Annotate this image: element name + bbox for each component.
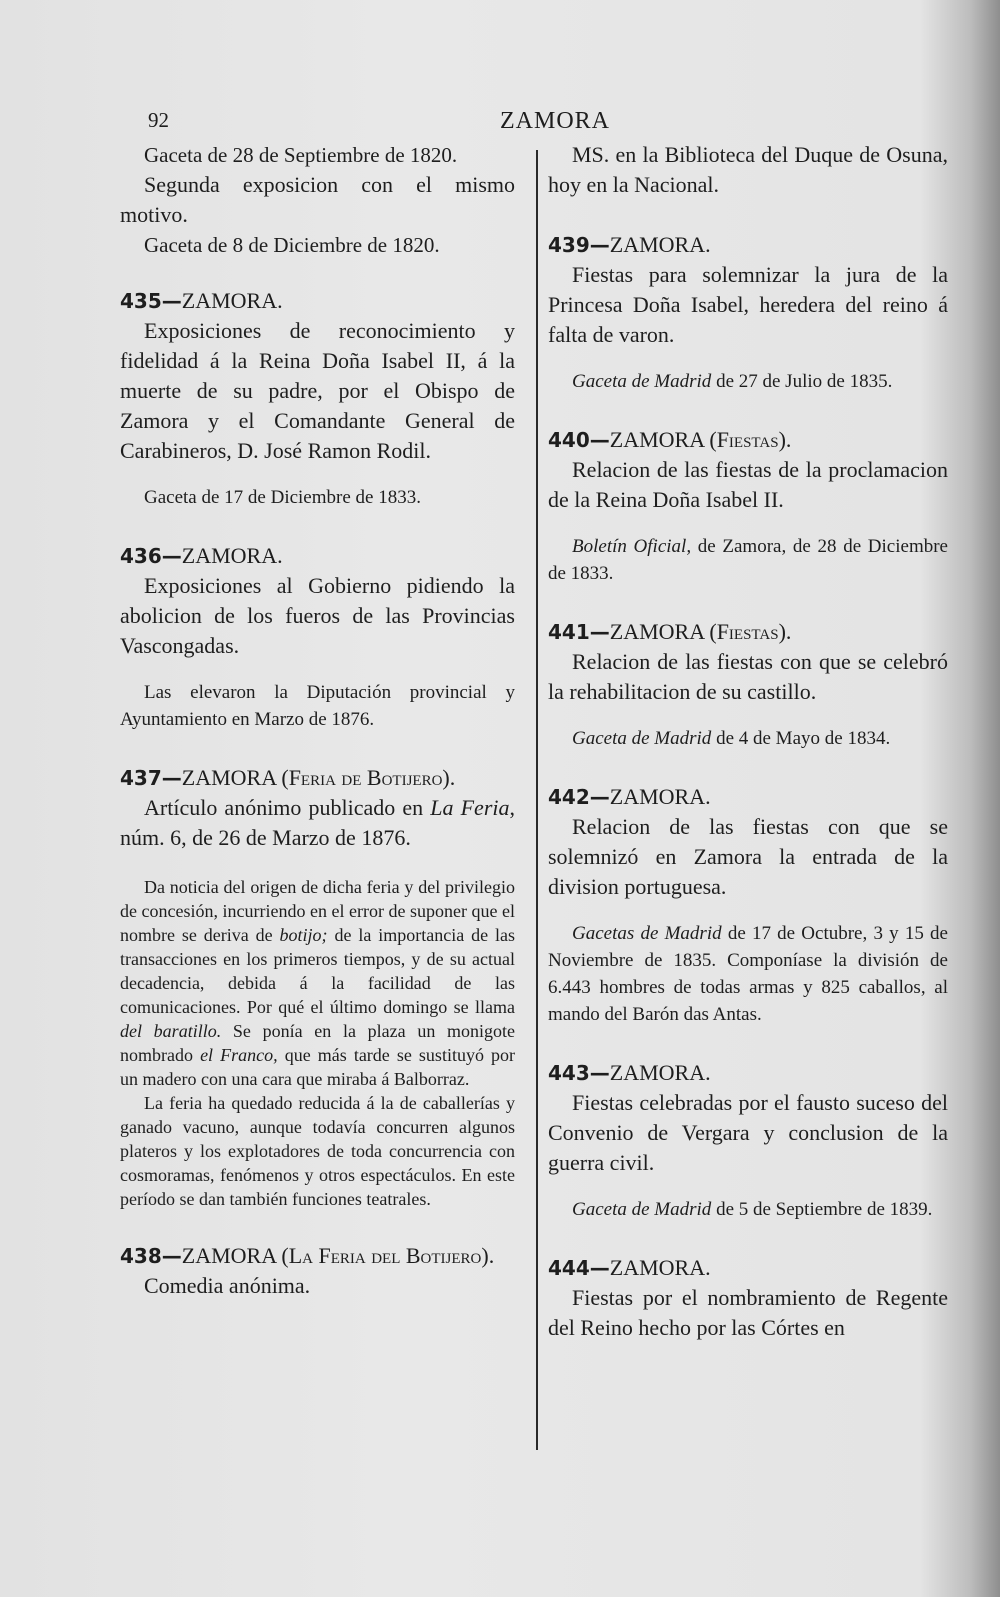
entry-heading: 437—ZAMORA (Feria de Botijero). xyxy=(120,765,456,790)
right-continuation xyxy=(548,140,948,200)
entry-text: Comedia anónima. xyxy=(144,1273,311,1298)
entry-heading: 440—ZAMORA (Fiestas). xyxy=(548,427,792,452)
entry-text: Fiestas por el nombramiento de Regente del Reino hecho por las Córtes en xyxy=(548,1285,948,1340)
entry-heading: 436—ZAMORA. xyxy=(120,543,283,568)
entry-text: Fiestas para solemnizar la jura de la Princesa Doña Isabel, heredera del reino á falta de varon. xyxy=(548,262,948,347)
entry-heading: 443—ZAMORA. xyxy=(548,1060,711,1085)
entry-heading: 441—ZAMORA (Fiestas). xyxy=(548,619,792,644)
left-continuation xyxy=(120,140,515,260)
entry-source: Gacetas de Madrid de 17 de Octubre, 3 y 15 de Noviembre de 1835. Componíase la división de 6.443 hombres de todas armas y 825 caballos, al mando del Barón das Antas. xyxy=(548,923,948,1025)
continuation-line: Gaceta de 28 de Septiembre de 1820. xyxy=(144,143,458,167)
entry-heading: 435—ZAMORA. xyxy=(120,288,283,313)
entry-text: Relacion de las fiestas de la proclamacion de la Reina Doña Isabel II. xyxy=(548,457,948,512)
entry-heading: 439—ZAMORA. xyxy=(548,232,711,257)
entry-436 xyxy=(120,541,515,733)
entry-heading: 442—ZAMORA. xyxy=(548,784,711,809)
entry-heading: 438—ZAMORA (La Feria del Botijero). xyxy=(120,1243,495,1268)
entry-text: Exposiciones al Gobierno pidiendo la abolicion de los fueros de las Provincias Vascongadas. xyxy=(120,573,515,658)
page-number: 92 xyxy=(148,108,169,132)
entry-note: La feria ha quedado reducida á la de caballerías y ganado vacuno, aunque todavía concurren algunos plateros y los explotadores de toda concurrencia con cosmoramas, fenómenos y otros espectáculos. En este período se dan también funciones teatrales. xyxy=(120,1093,515,1209)
entry-note: Da noticia del origen de dicha feria y del privilegio de concesión, incurriendo en el error de suponer que el nombre se deriva de botijo; de la importancia de las transacciones en los primeros tiempos, y de su actual decadencia, debida á la facilidad de las comunicaciones. Por qué el último domingo se llama del baratillo. Se ponía en la plaza un monigote nombrado el Franco, que más tarde se sustituyó por un madero con una cara que miraba á Balborraz. xyxy=(120,877,516,1089)
entry-heading: 444—ZAMORA. xyxy=(548,1255,711,1280)
column-divider xyxy=(536,150,538,1450)
entry-435 xyxy=(120,286,515,511)
continuation-line: MS. en la Biblioteca del Duque de Osuna, hoy en la Nacional. xyxy=(548,142,948,197)
entry-text: Relacion de las fiestas con que se celebró la rehabilitacion de su castillo. xyxy=(548,649,948,704)
entry-text: Relacion de las fiestas con que se solemnizó en Zamora la entrada de la division portuguesa. xyxy=(548,814,948,899)
entry-text: Artículo anónimo publicado en La Feria, núm. 6, de 26 de Marzo de 1876. xyxy=(120,795,515,850)
left-column xyxy=(120,140,515,1301)
right-column xyxy=(548,140,948,1343)
entry-439 xyxy=(548,230,948,395)
entry-442 xyxy=(548,782,948,1028)
entry-443 xyxy=(548,1058,948,1223)
continuation-line: Segunda exposicion con el mismo motivo. xyxy=(120,172,515,227)
entry-source: Gaceta de Madrid de 4 de Mayo de 1834. xyxy=(572,728,891,749)
running-title: ZAMORA xyxy=(500,108,611,134)
continuation-line: Gaceta de 8 de Diciembre de 1820. xyxy=(144,233,440,257)
entry-438 xyxy=(120,1241,515,1301)
entry-source: Gaceta de Madrid de 5 de Septiembre de 1839. xyxy=(572,1199,933,1220)
entry-444 xyxy=(548,1253,948,1343)
entry-text: Fiestas celebradas por el fausto suceso del Convenio de Vergara y conclusion de la guerra civil. xyxy=(548,1090,948,1175)
entry-source: Boletín Oficial, de Zamora, de 28 de Diciembre de 1833. xyxy=(548,536,948,584)
entry-source: Gaceta de Madrid de 27 de Julio de 1835. xyxy=(572,371,893,392)
entry-441 xyxy=(548,617,948,752)
entry-text: Exposiciones de reconocimiento y fidelidad á la Reina Doña Isabel II, á la muerte de su padre, por el Obispo de Zamora y el Comandante General de Carabineros, D. José Ramon Rodil. xyxy=(120,318,515,463)
entry-440 xyxy=(548,425,948,587)
entry-note: Las elevaron la Diputación provincial y Ayuntamiento en Marzo de 1876. xyxy=(120,682,515,730)
entry-source: Gaceta de 17 de Diciembre de 1833. xyxy=(144,487,421,508)
entry-437 xyxy=(120,763,515,1211)
